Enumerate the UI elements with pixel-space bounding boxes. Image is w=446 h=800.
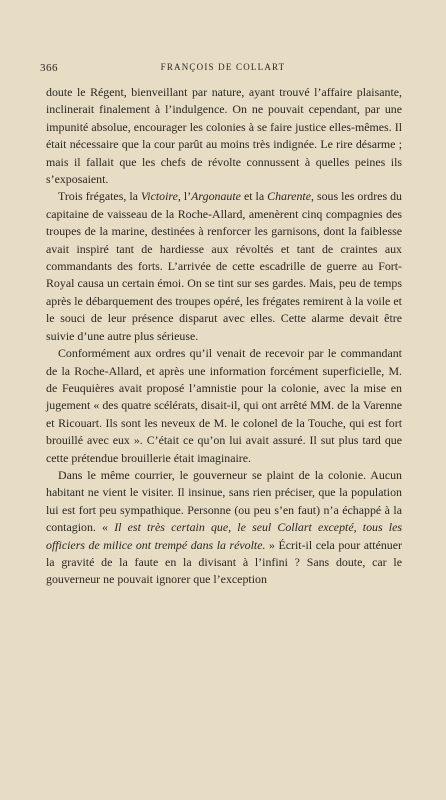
ship-name-charente: Charente: [267, 189, 311, 204]
paragraph-4-text-b: » Écrit-il cela pour atténuer la gravité de la faute en la divisant à l’infini ? Sans doute, car le gouverneur ne pouvait ignorer que l’exception: [46, 537, 402, 587]
body-text: [46, 84, 402, 589]
italic-quotation: Il est très certain que, le seul Collart excepté, tous les officiers de milice ont trempé dans la révolte.: [46, 520, 402, 552]
ship-name-argonaute: Argonaute: [191, 189, 241, 204]
paragraph-2-text-d: , sous les ordres du capitaine de vaisseau de la Roche-Allard, amenèrent cinq compagnies des troupes de la marine, destinées à renforcer les garnisons, dont la faiblesse avait inspiré tant de hardiesse aux révoltés et tant de craintes aux commandants des forts. L’arrivée de cette escadrille de guerre au Fort-Royal causa un certain émoi. On se tint sur ses gardes. Mais, peu de temps après le débarquement des troupes opéré, les frégates remirent à la voile et le souci de leur présence disparut avec elles. Cette alarme devait être suivie d’une autre plus sérieuse.: [46, 189, 402, 343]
paragraph-1: doute le Régent, bienveillant par nature, ayant trouvé l’affaire plaisante, inclinerait finalement à l’indulgence. On ne pouvait cependant, par une impunité absolue, encourager les colonies à se faire justice elles-mêmes. Il était nécessaire que la cour parût au moins très indignée. Le rire désarme ; mais il fallait que les chefs de révolte connussent à quelles peines ils s’exposaient.: [46, 85, 402, 187]
page-number: 366: [40, 62, 58, 74]
ship-name-victoire: Victoire: [140, 189, 178, 204]
paragraph-2-text-a: Trois frégates, la: [58, 189, 141, 204]
paragraph-2-text-c: et la: [240, 189, 268, 204]
running-head: FRANÇOIS DE COLLART: [160, 62, 286, 72]
paragraph-4: [46, 467, 402, 589]
paragraph-4-text-a: Dans le même courrier, le gouverneur se plaint de la colonie. Aucun habitant ne vient le visiter. Il insinue, sans rien préciser, que la population lui est fort peu sympathique. Personne (ou peu s’en faut) n’a échappé à la contagion. «: [46, 467, 402, 535]
paragraph-2: [46, 188, 402, 345]
paragraph-3: Conformément aux ordres qu’il venait de recevoir par le commandant de la Roche-Allard, et après une information forcément superficielle, M. de Feuquières avait proposé l’amnistie pour la colonie, avec la mise en jugement « des quatre scélérats, disait-il, qui ont arrêté MM. de la Varenne et Ricouart. Ils sont les neveux de M. le colonel de la Touche, qui est fort brouillé avec eux ». C’était ce qu’on lui avait assuré. Il sut plus tard que cette prétendue brouillerie était imaginaire.: [46, 346, 402, 465]
paragraph-2-text-b: , l’: [177, 189, 192, 204]
